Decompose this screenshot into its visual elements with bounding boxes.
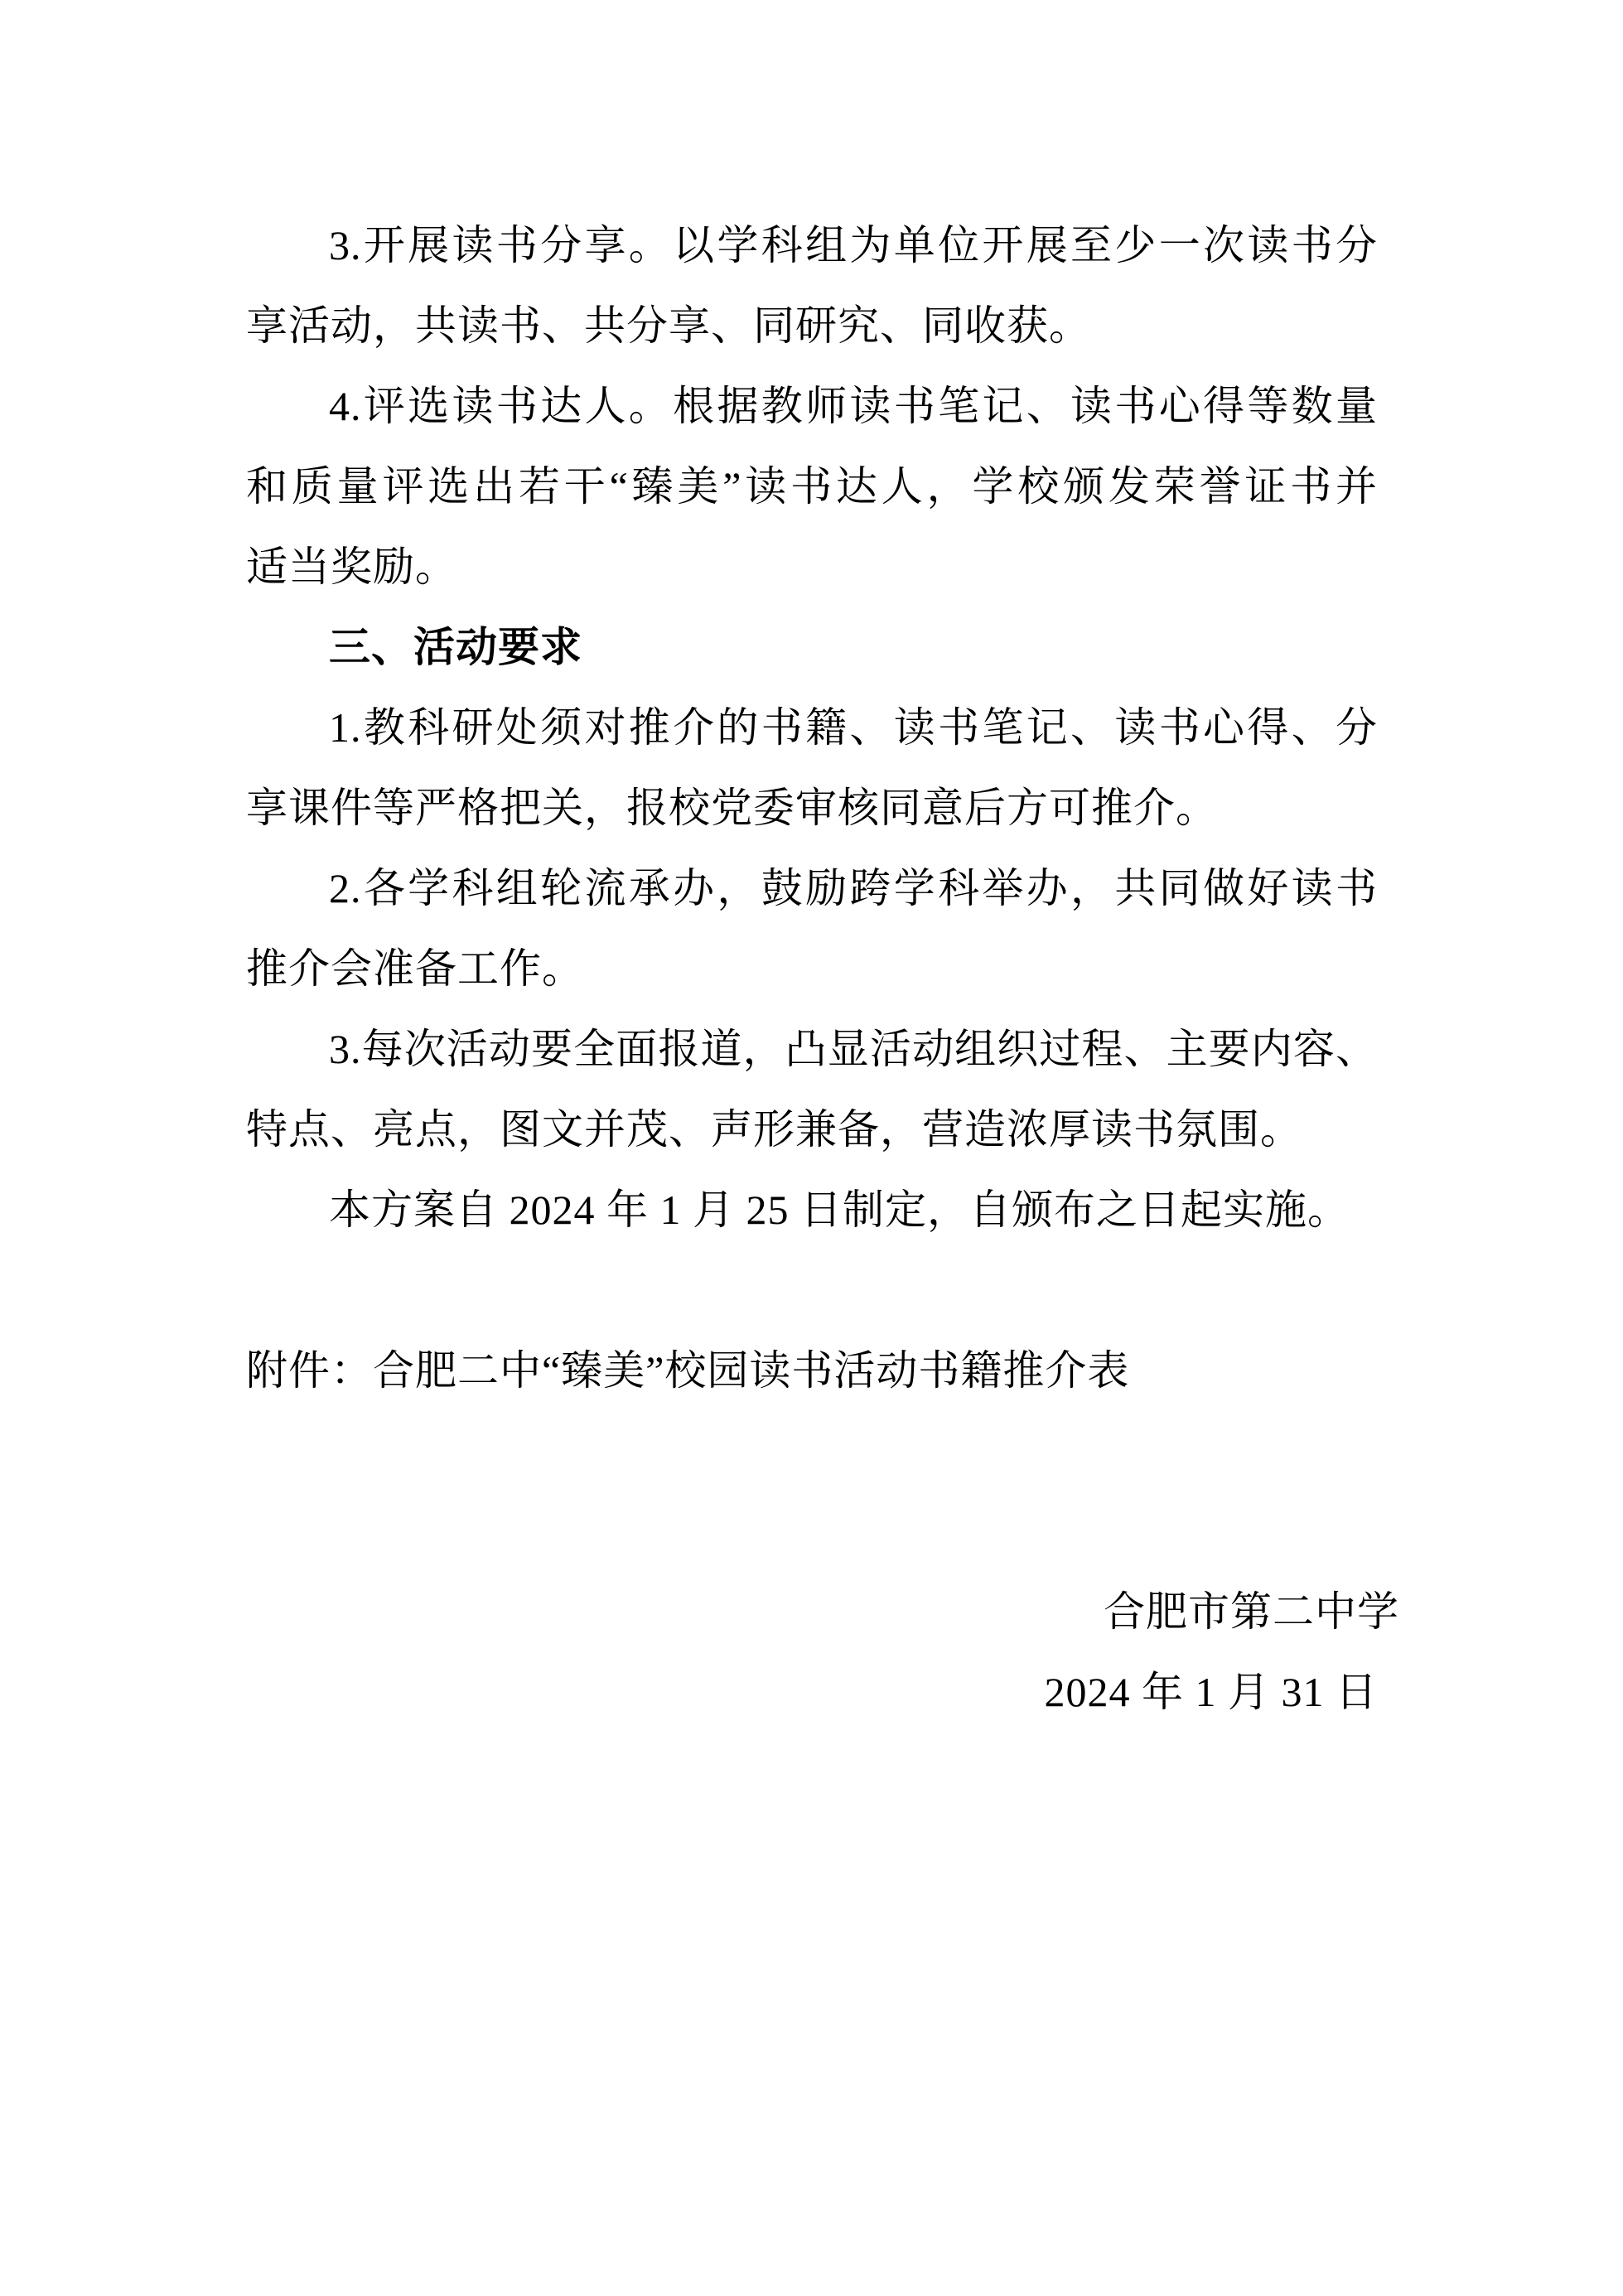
section-heading: 三、活动要求 (329, 624, 582, 670)
paragraph-4-line-3: 适当奖励。 (246, 544, 457, 590)
requirement-3-line-1: 3.每次活动要全面报道，凸显活动组织过程、主要内容、 (329, 1026, 1378, 1072)
attachment-line: 附件：合肥二中“臻美”校园读书活动书籍推介表 (246, 1347, 1130, 1394)
paragraph-4-line-1: 4.评选读书达人。根据教师读书笔记、读书心得等数量 (329, 383, 1378, 429)
paragraph-3-line-2: 享活动，共读书、共分享、同研究、同收获。 (246, 302, 1091, 349)
requirement-2-line-2: 推介会准备工作。 (246, 945, 584, 992)
effective-date-statement: 本方案自 2024 年 1 月 25 日制定，自颁布之日起实施。 (329, 1187, 1350, 1233)
requirement-2-line-1: 2.各学科组轮流承办，鼓励跨学科举办，共同做好读书 (329, 865, 1378, 911)
paragraph-3-line-1: 3.开展读书分享。以学科组为单位开展至少一次读书分 (329, 222, 1378, 268)
requirement-1-line-1: 1.教科研处须对推介的书籍、读书笔记、读书心得、分 (329, 704, 1378, 751)
signature-date: 2024 年 1 月 31 日 (1044, 1669, 1378, 1715)
requirement-1-line-2: 享课件等严格把关，报校党委审核同意后方可推介。 (246, 785, 1218, 831)
signature-organization: 合肥市第二中学 (1104, 1588, 1399, 1635)
paragraph-4-line-2: 和质量评选出若干“臻美”读书达人，学校颁发荣誉证书并 (246, 463, 1378, 510)
requirement-3-line-2: 特点、亮点，图文并茂、声形兼备，营造浓厚读书氛围。 (246, 1106, 1302, 1153)
